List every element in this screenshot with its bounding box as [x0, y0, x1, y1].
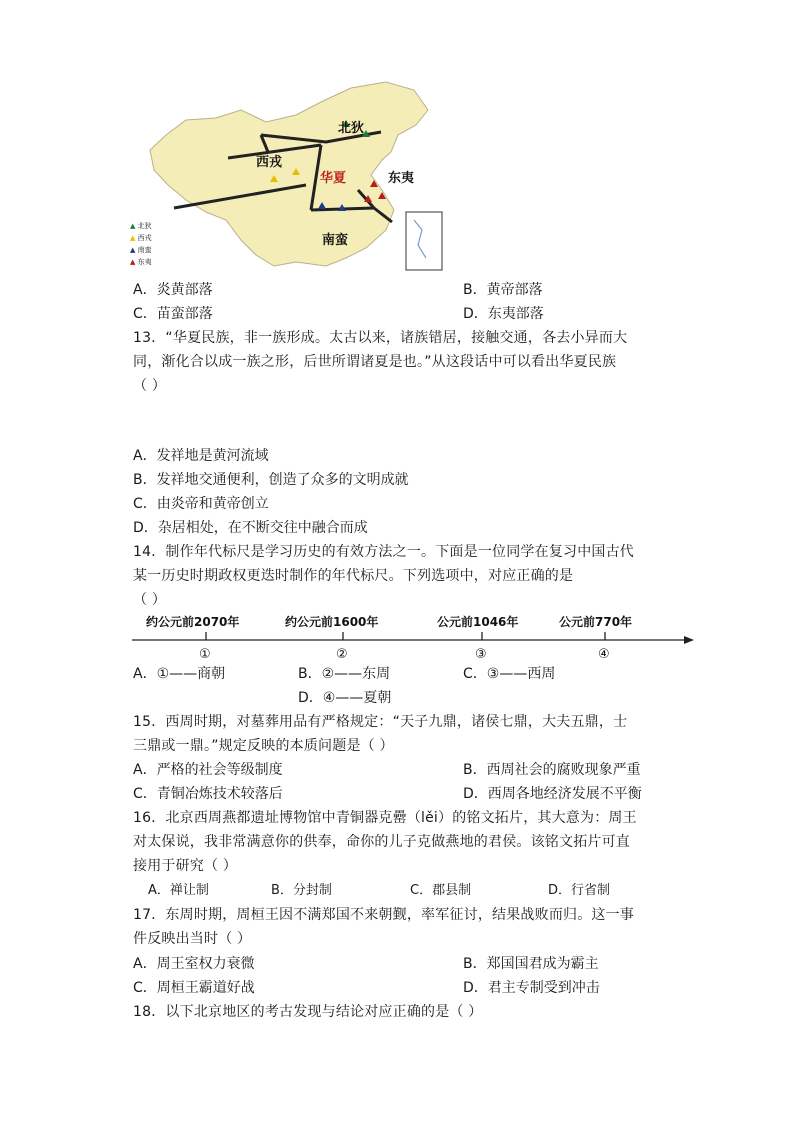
- inset-box: [406, 212, 442, 270]
- china-map-svg: [146, 80, 446, 275]
- region-label-north: 北狄: [338, 121, 365, 136]
- legend-label: 西戎: [137, 234, 152, 242]
- region-label-east: 东夷: [388, 171, 415, 186]
- timeline-label: 公元前770年: [559, 615, 633, 629]
- legend-label: 南蛮: [137, 246, 152, 254]
- q15-option-c[interactable]: C．青铜冶炼技术较落后: [133, 786, 283, 802]
- q13-stem-line-1: 13．“华夏民族，非一族形成。太古以来，诸族错居，接触交通，各去小异而大: [133, 330, 628, 346]
- timeline-mark: ④: [598, 647, 610, 662]
- legend-item: [130, 232, 152, 244]
- q16-option-b[interactable]: B．分封制: [271, 883, 332, 898]
- timeline-label: 公元前1046年: [437, 615, 519, 629]
- q14-stem-line-3: （ ）: [133, 592, 167, 608]
- q15-option-d[interactable]: D．西周各地经济发展不平衡: [463, 786, 642, 802]
- china-landmass: [150, 82, 428, 266]
- q13-stem-line-3: （ ）: [133, 378, 167, 394]
- q12-option-d[interactable]: D．东夷部落: [463, 306, 544, 322]
- timeline-mark: ①: [199, 647, 211, 662]
- q14-stem-line-1: 14．制作年代标尺是学习历史的有效方法之一。下面是一位同学在复习中国古代: [133, 544, 635, 560]
- q12-option-a[interactable]: A．炎黄部落: [133, 282, 213, 298]
- legend-label: 东夷: [137, 258, 152, 266]
- q16-stem-line-2: 对太保说，我非常满意你的供奉，命你的儿子克做燕地的君侯。该铭文拓片可直: [133, 834, 630, 850]
- legend-item: [130, 256, 152, 268]
- map-legend-list: [130, 220, 152, 268]
- q13-option-a[interactable]: A．发祥地是黄河流域: [133, 448, 269, 464]
- q16-option-a[interactable]: A．禅让制: [148, 883, 209, 898]
- legend-item: [130, 244, 152, 256]
- triangle-icon: ▲: [130, 246, 136, 254]
- q17-stem-line-1: 17．东周时期，周桓王因不满郑国不来朝觐，率军征讨，结果战败而归。这一事: [133, 907, 635, 923]
- arrow-icon: [684, 636, 694, 644]
- q13-option-d[interactable]: D．杂居相处，在不断交往中融合而成: [133, 520, 368, 536]
- timeline-label: 约公元前1600年: [285, 615, 379, 629]
- region-label-south: 南蛮: [322, 233, 349, 248]
- legend-item: [130, 220, 152, 232]
- q16-stem-line-3: 接用于研究（ ）: [133, 858, 238, 874]
- q15-stem-line-2: 三鼎或一鼎。”规定反映的本质问题是（ ）: [133, 738, 394, 754]
- q16-stem-line-1: 16．北京西周燕都遗址博物馆中青铜器克罍（lěi）的铭文拓片，其大意为：周王: [133, 810, 637, 826]
- q14-option-a[interactable]: A．①——商朝: [133, 666, 226, 682]
- q17-stem-line-2: 件反映出当时（ ）: [133, 931, 252, 947]
- q12-option-b[interactable]: B．黄帝部落: [463, 282, 543, 298]
- region-label-center: 华夏: [320, 171, 347, 186]
- q17-option-c[interactable]: C．周桓王霸道好战: [133, 980, 255, 996]
- q13-option-b[interactable]: B．发祥地交通便利，创造了众多的文明成就: [133, 472, 409, 488]
- q15-option-a[interactable]: A．严格的社会等级制度: [133, 762, 283, 778]
- triangle-icon: ▲: [130, 222, 136, 230]
- q15-stem-line-1: 15．西周时期，对墓葬用品有严格规定：“天子九鼎，诸侯七鼎，大夫五鼎，士: [133, 714, 628, 730]
- q16-option-c[interactable]: C．郡县制: [410, 883, 472, 898]
- timeline-ruler: [128, 608, 698, 668]
- triangle-icon: ▲: [130, 234, 136, 242]
- legend-label: 北狄: [137, 222, 152, 230]
- q18-stem-line-1: 18．以下北京地区的考古发现与结论对应正确的是（ ）: [133, 1004, 483, 1020]
- q16-option-d[interactable]: D．行省制: [548, 883, 611, 898]
- q17-option-b[interactable]: B．郑国国君成为霸主: [463, 956, 599, 972]
- q15-option-b[interactable]: B．西周社会的腐败现象严重: [463, 762, 641, 778]
- q12-option-c[interactable]: C．苗蛮部落: [133, 306, 213, 322]
- region-label-west: 西戎: [256, 155, 283, 170]
- q13-option-c[interactable]: C．由炎帝和黄帝创立: [133, 496, 269, 512]
- timeline-svg: [128, 608, 698, 668]
- q14-option-c[interactable]: C．③——西周: [463, 666, 556, 682]
- q17-option-d[interactable]: D．君主专制受到冲击: [463, 980, 600, 996]
- q14-option-d[interactable]: D．④——夏朝: [298, 690, 392, 706]
- triangle-icon: ▲: [130, 258, 136, 266]
- timeline-mark: ③: [475, 647, 487, 662]
- timeline-label: 约公元前2070年: [146, 615, 240, 629]
- q14-option-b[interactable]: B．②——东周: [298, 666, 391, 682]
- q14-stem-line-2: 某一历史时期政权更迭时制作的年代标尺。下列选项中，对应正确的是: [133, 568, 574, 584]
- q17-option-a[interactable]: A．周王室权力衰微: [133, 956, 255, 972]
- timeline-ticks: [206, 632, 605, 640]
- ethnic-groups-map: [130, 80, 446, 275]
- timeline-mark: ②: [336, 647, 348, 662]
- q13-stem-line-2: 同，渐化合以成一族之形，后世所谓诸夏是也。”从这段话中可以看出华夏民族: [133, 354, 617, 370]
